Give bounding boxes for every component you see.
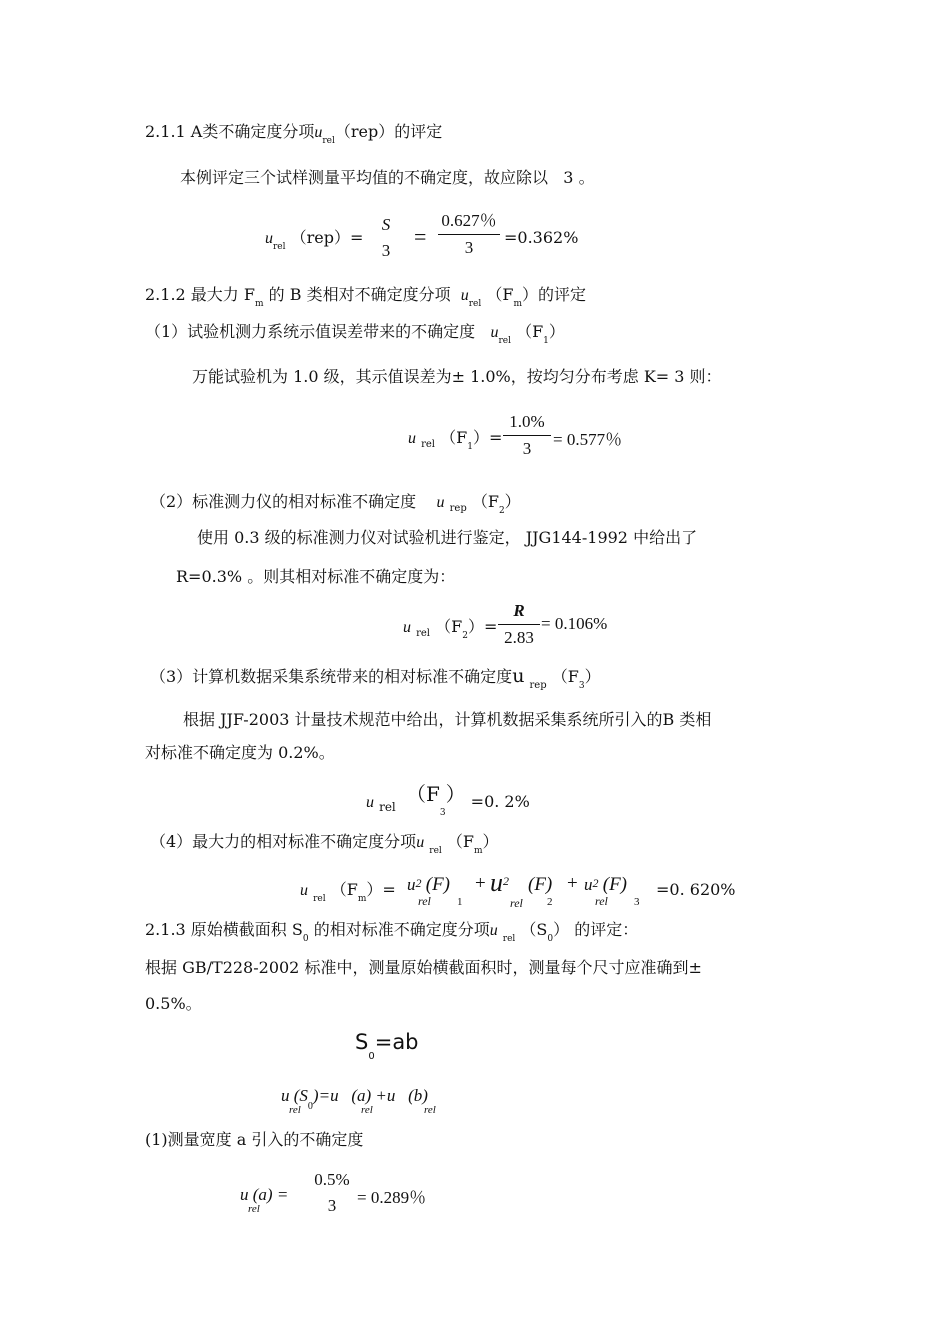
u-symbol: u xyxy=(240,1185,249,1204)
denominator: 3 xyxy=(327,1196,337,1215)
u-symbol: u xyxy=(265,230,273,247)
rel-subscript: rel xyxy=(468,299,482,309)
plus-sign: + xyxy=(567,873,578,894)
denominator: 3 xyxy=(381,241,391,260)
rel-subscript: rel xyxy=(510,896,523,910)
u-symbol: u xyxy=(460,287,469,304)
paragraph-2-1-3-line-1: 根据 GB/T228-2002 标准中，测量原始横截面积时，测量每个尺寸应准确到± xyxy=(145,958,702,977)
f-label: （F xyxy=(440,428,468,447)
heading-text: 2.1.2 最大力 F xyxy=(145,285,255,304)
lhs xyxy=(240,1185,288,1205)
f-label: （F xyxy=(486,285,514,304)
fraction-s-over-3 xyxy=(376,214,396,262)
denominator: 2.83 xyxy=(504,628,534,647)
paragraph-item-2-line-2: R=0.3% 。则其相对标准不确定度为： xyxy=(176,567,456,586)
item-2-heading xyxy=(150,492,521,515)
f-subscript: m xyxy=(474,846,483,856)
close-paren-equals: ）= xyxy=(472,428,503,447)
close-paren: ） xyxy=(522,285,539,304)
f-subscript: m xyxy=(513,299,523,309)
paragraph-2-1-3-line-2: 0.5%。 xyxy=(145,994,202,1013)
u-symbol: u xyxy=(489,922,498,939)
f-subscript: 1 xyxy=(457,896,463,908)
s-label: (S xyxy=(293,1086,308,1105)
result-value: =0.362% xyxy=(504,228,579,247)
f-subscript: 3 xyxy=(439,808,446,818)
heading-text: 2.1.1 A类不确定度分项 xyxy=(145,122,315,141)
result-value: = 0.289％ xyxy=(357,1188,427,1207)
rep-label: （rep） xyxy=(334,122,395,141)
paragraph-item-2-line-1: 使用 0.3 级的标准测力仪对试验机进行鉴定， JJG144-1992 中给出了 xyxy=(197,528,698,547)
u-symbol: u xyxy=(436,494,445,511)
rel-subscript: rel xyxy=(416,628,430,639)
u-symbol: u xyxy=(584,875,593,894)
f-subscript: m xyxy=(357,894,367,904)
item-3-heading xyxy=(150,666,601,690)
rep-subscript: rep xyxy=(529,680,547,691)
f-label: （F xyxy=(516,322,544,341)
f-subscript: 3 xyxy=(634,896,640,908)
s-symbol: S xyxy=(355,1030,369,1054)
b-term: (b) xyxy=(408,1086,428,1105)
exponent: 2 xyxy=(503,874,509,888)
item-text: （1）试验机测力系统示值误差带来的不确定度 xyxy=(145,322,476,341)
exponent: 2 xyxy=(415,876,422,890)
paragraph-item-3-line-1: 根据 JJF-2003 计量技术规范中给出，计算机数据采集系统所引入的B 类相 xyxy=(183,710,712,729)
fraction-05-over-3 xyxy=(309,1169,355,1217)
u-rel-f1-squared xyxy=(407,874,450,896)
u-symbol: u xyxy=(386,1086,396,1105)
heading-mid: 的 B 类相对不确定度分项 xyxy=(268,285,451,304)
equation-u-rel-f3 xyxy=(366,782,530,818)
u-symbol: u xyxy=(330,1086,339,1105)
heading-tail: 的评定 xyxy=(394,122,443,141)
section-2-1-3-heading xyxy=(145,920,638,943)
f-label: （F xyxy=(471,492,499,511)
numerator: S xyxy=(381,215,391,234)
heading-tail: 的评定： xyxy=(574,920,639,939)
rel-subscript: rel xyxy=(322,136,335,146)
close-paren-equals: ）= xyxy=(467,617,498,636)
rep-subscript: rep xyxy=(449,503,467,514)
section-2-1-2-heading xyxy=(145,285,586,308)
exponent: 2 xyxy=(592,876,599,890)
close-paren: ） xyxy=(553,920,570,939)
fraction-bar xyxy=(438,234,500,235)
f-subscript: 1 xyxy=(543,336,549,346)
numerator: 1.0% xyxy=(509,412,545,431)
paragraph-item-1: 万能试验机为 1.0 级，其示值误差为± 1.0%，按均匀分布考虑 K= 3 则： xyxy=(192,367,722,386)
close-paren-equals: ）= xyxy=(366,880,396,899)
u-symbol: u xyxy=(314,124,323,141)
paragraph-item-3-line-2: 对标准不确定度为 0.2%。 xyxy=(145,743,335,762)
equals-ab: =ab xyxy=(374,1030,419,1054)
item-1-heading xyxy=(145,322,565,345)
a-term: (a) = xyxy=(252,1185,289,1204)
period: 。 xyxy=(578,168,595,187)
f-subscript: 2 xyxy=(547,896,553,908)
s-subscript: 0 xyxy=(547,934,554,944)
section-2-1-1-heading xyxy=(145,122,442,145)
close-paren: ） xyxy=(445,782,466,806)
heading-mid: 的相对标准不确定度分项 xyxy=(313,920,490,939)
u-symbol: u xyxy=(281,1086,290,1105)
paragraph-2-1-1 xyxy=(180,168,595,188)
numerator: 0.627％ xyxy=(441,211,497,230)
numerator: R xyxy=(513,601,525,620)
rel-subscript: rel xyxy=(313,894,326,904)
denominator: 3 xyxy=(464,238,474,257)
item-text: （2）标准测力仪的相对标准不确定度 xyxy=(150,492,417,511)
f-label: （F xyxy=(330,880,358,899)
u-symbol: u xyxy=(490,868,503,897)
paragraph-text: 本例评定三个试样测量平均值的不确定度，故应除以 xyxy=(180,168,549,187)
rel-subscript: rel xyxy=(289,1104,301,1116)
fraction-bar xyxy=(498,624,540,625)
close-paren: ） xyxy=(504,492,521,511)
fraction-bar xyxy=(503,435,551,436)
close-paren-equals: )= xyxy=(312,1086,331,1105)
heading-tail: 的评定 xyxy=(538,285,587,304)
f-label: （F xyxy=(435,617,463,636)
close-paren: ） xyxy=(584,667,601,686)
equals-sign: = xyxy=(414,224,427,249)
u-symbol: u xyxy=(512,665,525,687)
s-subscript: 0 xyxy=(307,1101,313,1112)
result-value: =0. 2% xyxy=(470,792,530,811)
rel-subscript: rel xyxy=(361,1104,373,1116)
m-subscript: m xyxy=(255,299,264,309)
u-symbol: u xyxy=(408,430,416,447)
item-text: （4）最大力的相对标准不确定度分项 xyxy=(150,832,417,851)
rel-subscript: rel xyxy=(595,894,608,908)
rep-label: （rep）= xyxy=(290,228,364,247)
u-symbol: u xyxy=(300,882,308,899)
result-value: = 0.106% xyxy=(541,614,608,633)
divisor-3: 3 xyxy=(563,168,574,187)
u-symbol: u xyxy=(403,619,411,636)
f-subscript: 1 xyxy=(467,442,473,452)
result-value: =0. 620% xyxy=(656,880,736,899)
u-symbol: u xyxy=(407,875,416,894)
f-label: (F) xyxy=(528,874,553,895)
denominator: 3 xyxy=(522,439,532,458)
u-symbol: u xyxy=(490,324,499,341)
u-rel-f2-squared xyxy=(490,868,509,898)
f-subscript: 2 xyxy=(498,506,505,516)
s-label: （S xyxy=(520,920,548,939)
result-value: = 0.577％ xyxy=(553,430,623,449)
u-symbol: u xyxy=(366,794,374,811)
close-paren: ） xyxy=(548,322,565,341)
f-label: （F xyxy=(551,667,579,686)
rel-subscript: rel xyxy=(273,242,286,252)
rel-subscript: rel xyxy=(421,439,435,450)
item-4-heading xyxy=(150,832,499,855)
fraction-0627-over-3 xyxy=(438,210,500,259)
numerator: 0.5% xyxy=(314,1170,350,1189)
fraction-1-over-3 xyxy=(503,411,551,460)
item-1-width-heading: (1)测量宽度 a 引入的不确定度 xyxy=(145,1130,364,1149)
item-text: （3）计算机数据采集系统带来的相对标准不确定度 xyxy=(150,667,513,686)
f-label: （F xyxy=(405,782,440,806)
f-label: (F) xyxy=(602,874,628,895)
f-subscript: 2 xyxy=(462,631,468,641)
plus-sign: + xyxy=(475,873,486,894)
rel-subscript: rel xyxy=(502,934,516,944)
rel-subscript: rel xyxy=(379,800,396,814)
s-subscript: 0 xyxy=(368,1051,375,1062)
fraction-r-over-283 xyxy=(498,600,540,649)
rel-subscript: rel xyxy=(498,336,511,346)
f-label: (F) xyxy=(425,874,451,895)
u-symbol: u xyxy=(416,834,425,851)
equation-s0-ab xyxy=(355,1030,419,1062)
rel-subscript: rel xyxy=(248,1203,260,1215)
f-subscript: 3 xyxy=(578,681,585,691)
rel-subscript: rel xyxy=(424,1104,436,1116)
rel-subscript: rel xyxy=(418,894,431,908)
a-term: (a) + xyxy=(351,1086,387,1105)
f-label: （F xyxy=(446,832,474,851)
close-paren: ） xyxy=(482,832,499,851)
zero-subscript: 0 xyxy=(302,934,309,944)
u-rel-f3-squared xyxy=(584,874,627,896)
rel-subscript: rel xyxy=(429,846,442,856)
heading-text: 2.1.3 原始横截面积 S xyxy=(145,920,303,939)
